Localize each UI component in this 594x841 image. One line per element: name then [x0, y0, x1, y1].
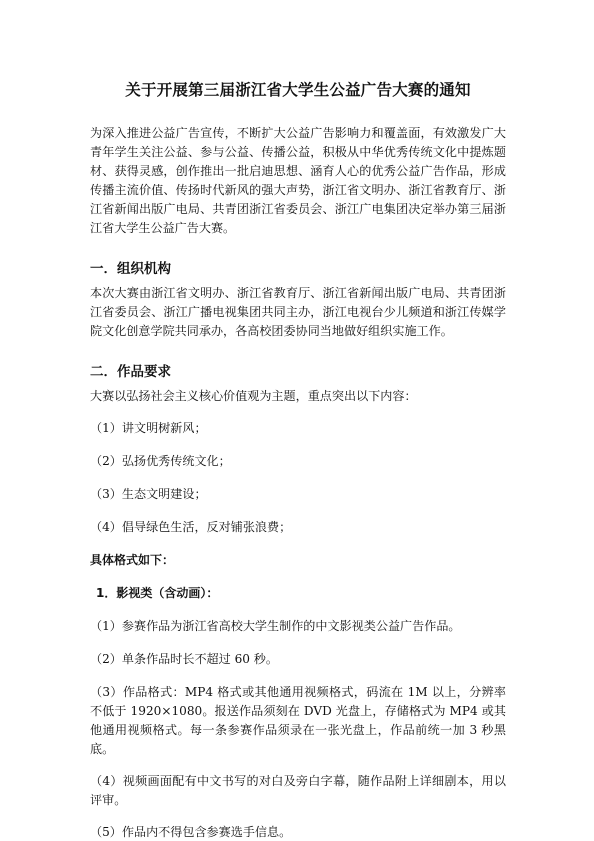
section-heading-requirements: 二．作品要求: [90, 364, 171, 380]
format-heading: 具体格式如下：: [90, 553, 175, 567]
rule-item: （5）作品内不得包含参赛选手信息。: [90, 825, 292, 839]
theme-item: （1）讲文明树新风；: [90, 421, 207, 435]
rule-item: （3）作品格式：MP4 格式或其他通用视频格式，码流在 1M 以上，分辨率不低于 1920×1080。报送作品须刻在 DVD 光盘上，存储格式为 MP4 或其他通用视频格式。每一条参赛作品须录在一张光盘上，作品前统一加 3 秒黑底。: [90, 685, 506, 756]
theme-item: （2）弘扬优秀传统文化；: [90, 454, 231, 468]
rule-item: （4）视频画面配有中文书写的对白及旁白字幕，随作品附上详细剧本，用以评审。: [90, 774, 506, 807]
section-heading-organization: 一．组织机构: [90, 261, 171, 277]
rule-item: （1）参赛作品为浙江省高校大学生制作的中文影视类公益广告作品。: [90, 619, 461, 633]
requirements-lead: 大赛以弘扬社会主义核心价值观为主题，重点突出以下内容：: [90, 389, 417, 403]
theme-item: （4）倡导绿色生活，反对铺张浪费；: [90, 520, 292, 534]
document-title: 关于开展第三届浙江省大学生公益广告大赛的通知: [125, 81, 471, 99]
rule-item: （2）单条作品时长不超过 60 秒。: [90, 652, 278, 666]
organization-paragraph: 本次大赛由浙江省文明办、浙江省教育厅、浙江省新闻出版广电局、共青团浙江省委员会、浙江广播电视集团共同主办，浙江电视台少儿频道和浙江传媒学院文化创意学院共同承办，各高校团委协同当地做好组织实施工作。: [90, 286, 506, 338]
intro-paragraph: 为深入推进公益广告宣传，不断扩大公益广告影响力和覆盖面，有效激发广大青年学生关注公益、参与公益、传播公益，积极从中华优秀传统文化中提炼题材、获得灵感，创作推出一批启迪思想、涵育人心的优秀公益广告作品，形成传播主流价值、传扬时代新风的强大声势，浙江省文明办、浙江省教育厅、浙江省新闻出版广电局、共青团浙江省委员会、浙江广电集团决定举办第三届浙江省大学生公益广告大赛。: [90, 126, 506, 235]
theme-item: （3）生态文明建设；: [90, 487, 207, 501]
category-heading-video: 1．影视类（含动画）：: [96, 586, 219, 600]
